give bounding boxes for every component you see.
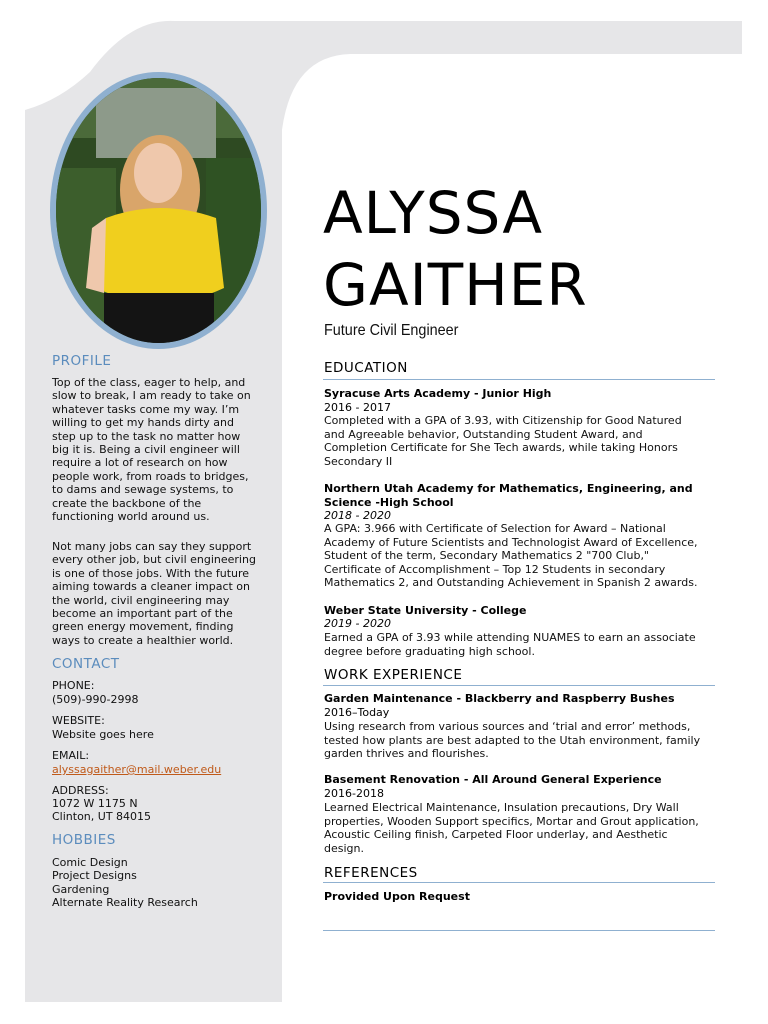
education-entry-body: Completed with a GPA of 3.93, with Citizenship for Good Natured and Agreeable behavior, Outstanding Student Award, and Completion Certificate for She Tech awards, while taking Honors Secondary II bbox=[324, 414, 682, 468]
email-link[interactable]: alyssagaither@mail.weber.edu bbox=[52, 763, 222, 776]
education-entry-date: 2019 - 2020 bbox=[324, 617, 391, 630]
last-name: GAITHER bbox=[323, 251, 588, 319]
work-entry-title: Garden Maintenance - Blackberry and Raspberry Bushes bbox=[324, 692, 675, 705]
website-value: Website goes here bbox=[52, 728, 154, 741]
education-entry-date: 2018 - 2020 bbox=[324, 509, 391, 522]
hobby-item: Alternate Reality Research bbox=[52, 896, 198, 909]
education-entry-title: Syracuse Arts Academy - Junior High bbox=[324, 387, 552, 400]
work-heading: WORK EXPERIENCE bbox=[324, 667, 463, 683]
section-divider bbox=[323, 379, 715, 380]
work-entry-title: Basement Renovation - All Around General Experience bbox=[324, 773, 662, 786]
work-entry-date: 2016-2018 bbox=[324, 787, 384, 800]
education-entry-date: 2016 - 2017 bbox=[324, 401, 391, 414]
first-name: ALYSSA bbox=[323, 179, 544, 247]
footer-divider bbox=[323, 930, 715, 931]
education-entry-body: A GPA: 3.966 with Certificate of Selection for Award – National Academy of Future Scientists and Technologist Award of Excellence, Student of the term, Secondary Mathematics 2 "700 Club," Certificate of Accomplishment – Top 12 Students in secondary Mathematics 2, and Outstanding Achievement in Spanish 2 awards. bbox=[324, 522, 698, 589]
job-title: Future Civil Engineer bbox=[324, 322, 459, 339]
profile-heading: PROFILE bbox=[52, 353, 112, 369]
profile-paragraph-1: Top of the class, eager to help, and slow to break, I am ready to take on whatever tasks come my way. I’m willing to get my hands dirty and step up to the task no matter how big it is. Being a civil engineer will require a lot of research on how people work, from roads to bridges, to dams and sewage systems, to create the backbone of the functioning world around us. bbox=[52, 376, 251, 524]
education-entry-title-cont: Science -High School bbox=[324, 496, 454, 509]
website-label: WEBSITE: bbox=[52, 714, 105, 727]
hobby-item: Project Designs bbox=[52, 869, 137, 882]
section-divider bbox=[323, 685, 715, 686]
profile-paragraph-2: Not many jobs can say they support every other job, but civil engineering is one of those jobs. With the future aiming towards a cleaner impact on the world, civil engineering may become an important part of the green energy movement, finding ways to create a healthier world. bbox=[52, 540, 256, 647]
phone-value: (509)-990-2998 bbox=[52, 693, 139, 706]
address-line-2: Clinton, UT 84015 bbox=[52, 810, 152, 823]
education-heading: EDUCATION bbox=[324, 360, 408, 376]
references-text: Provided Upon Request bbox=[324, 890, 470, 903]
hobby-item: Comic Design bbox=[52, 856, 128, 869]
hobby-item: Gardening bbox=[52, 883, 110, 896]
contact-heading: CONTACT bbox=[52, 656, 120, 672]
address-line-1: 1072 W 1175 N bbox=[52, 797, 138, 810]
profile-photo bbox=[56, 78, 261, 343]
phone-label: PHONE: bbox=[52, 679, 95, 692]
education-entry-title: Northern Utah Academy for Mathematics, Engineering, and bbox=[324, 482, 693, 495]
work-entry-body: Using research from various sources and ‘trial and error’ methods, tested how plants are best adapted to the Utah environment, family garden thrives and flourishes. bbox=[324, 720, 701, 760]
education-entry-body: Earned a GPA of 3.93 while attending NUAMES to earn an associate degree before graduating high school. bbox=[324, 631, 696, 658]
section-divider bbox=[323, 882, 715, 883]
address-label: ADDRESS: bbox=[52, 784, 109, 797]
references-heading: REFERENCES bbox=[324, 865, 418, 881]
email-label: EMAIL: bbox=[52, 749, 90, 762]
hobbies-heading: HOBBIES bbox=[52, 832, 116, 848]
education-entry-title: Weber State University - College bbox=[324, 604, 527, 617]
work-entry-date: 2016–Today bbox=[324, 706, 390, 719]
work-entry-body: Learned Electrical Maintenance, Insulation precautions, Dry Wall properties, Wooden Support specifics, Mortar and Grout application, Acoustic Ceiling finish, Carpeted Floor underlay, and Aesthetic design. bbox=[324, 801, 699, 855]
